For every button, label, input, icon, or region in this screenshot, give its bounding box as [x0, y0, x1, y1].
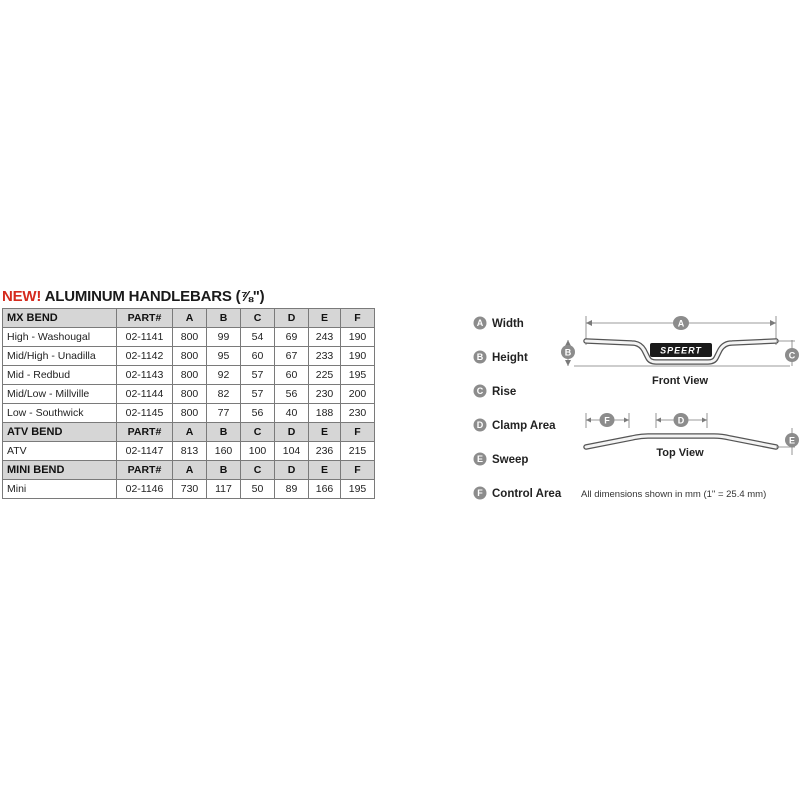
front-view-label: Front View	[651, 375, 709, 387]
dimension-e-letter: E	[788, 435, 796, 446]
part-number-cell: 02-1143	[117, 366, 173, 385]
section-heading: ATV BEND	[3, 423, 117, 442]
dimension-cell: 89	[275, 480, 309, 499]
column-header: E	[309, 423, 341, 442]
dimension-cell: 60	[241, 347, 275, 366]
part-number-cell: 02-1147	[117, 442, 173, 461]
bend-name-cell: Mid - Redbud	[3, 366, 117, 385]
part-number-cell: 02-1141	[117, 328, 173, 347]
column-header: C	[241, 423, 275, 442]
column-header: F	[341, 423, 375, 442]
table-body	[3, 309, 375, 499]
dimension-cell: 233	[309, 347, 341, 366]
part-number-cell: 02-1146	[117, 480, 173, 499]
dimension-cell: 92	[207, 366, 241, 385]
dimension-cell: 200	[341, 385, 375, 404]
dimension-cell: 800	[173, 366, 207, 385]
top-view-label: Top View	[656, 447, 704, 459]
dimension-cell: 95	[207, 347, 241, 366]
column-header: A	[173, 423, 207, 442]
table-row	[3, 480, 375, 499]
column-header: D	[275, 423, 309, 442]
table-row	[3, 347, 375, 366]
section-heading: MX BEND	[3, 309, 117, 328]
column-header: E	[309, 309, 341, 328]
column-header: B	[207, 309, 241, 328]
legend-letter: C	[476, 386, 484, 397]
legend-label: Sweep	[492, 454, 529, 466]
dimension-cell: 160	[207, 442, 241, 461]
table-row	[3, 328, 375, 347]
dimension-cell: 117	[207, 480, 241, 499]
dimension-cell: 50	[241, 480, 275, 499]
bend-name-cell: Mini	[3, 480, 117, 499]
dimension-cell: 56	[275, 385, 309, 404]
dimension-cell: 215	[341, 442, 375, 461]
dimension-cell: 230	[309, 385, 341, 404]
column-header: PART#	[117, 423, 173, 442]
column-header: C	[241, 309, 275, 328]
dimension-cell: 730	[173, 480, 207, 499]
dimension-d-letter: D	[677, 415, 685, 426]
legend-label: Height	[492, 352, 528, 364]
dimension-cell: 104	[275, 442, 309, 461]
top-view-handlebar	[586, 413, 799, 459]
new-label: NEW!	[2, 288, 42, 305]
part-number-cell: 02-1144	[117, 385, 173, 404]
bend-name-cell: Low - Southwick	[3, 404, 117, 423]
legend-letter: F	[477, 488, 483, 499]
table-row	[3, 366, 375, 385]
mini-bend-header-row	[3, 461, 375, 480]
column-header: D	[275, 309, 309, 328]
table-row	[3, 385, 375, 404]
column-header: F	[341, 461, 375, 480]
legend-letter: E	[476, 454, 484, 465]
mx-bend-header-row	[3, 309, 375, 328]
column-header: E	[309, 461, 341, 480]
dimension-cell: 190	[341, 347, 375, 366]
dimension-cell: 813	[173, 442, 207, 461]
handlebar-spec-table	[2, 308, 375, 499]
legend-label: Rise	[492, 386, 517, 398]
dimension-b-letter: B	[564, 347, 572, 358]
dimension-cell: 800	[173, 404, 207, 423]
legend-label: Control Area	[492, 488, 562, 500]
dimension-cell: 195	[341, 480, 375, 499]
dimension-cell: 54	[241, 328, 275, 347]
page-title	[2, 288, 264, 305]
dimension-cell: 60	[275, 366, 309, 385]
dimension-cell: 99	[207, 328, 241, 347]
bend-name-cell: High - Washougal	[3, 328, 117, 347]
dimension-cell: 195	[341, 366, 375, 385]
dimension-cell: 230	[341, 404, 375, 423]
dimension-c-letter: C	[788, 350, 796, 361]
legend-letter: B	[476, 352, 484, 363]
dimension-a-letter: A	[677, 318, 685, 329]
section-heading: MINI BEND	[3, 461, 117, 480]
dimension-cell: 225	[309, 366, 341, 385]
table-row	[3, 404, 375, 423]
dimension-cell: 800	[173, 328, 207, 347]
dimension-cell: 166	[309, 480, 341, 499]
column-header: B	[207, 461, 241, 480]
column-header: PART#	[117, 309, 173, 328]
bend-name-cell: ATV	[3, 442, 117, 461]
part-number-cell: 02-1142	[117, 347, 173, 366]
table-row	[3, 442, 375, 461]
bend-name-cell: Mid/Low - Millville	[3, 385, 117, 404]
dimension-f-letter: F	[604, 415, 610, 426]
units-note: All dimensions shown in mm (1" = 25.4 mm)	[581, 489, 767, 500]
dimension-cell: 56	[241, 404, 275, 423]
column-header: B	[207, 423, 241, 442]
column-header: PART#	[117, 461, 173, 480]
title-text: ALUMINUM HANDLEBARS (⅞")	[44, 288, 265, 305]
legend-label: Clamp Area	[492, 420, 556, 432]
dimension-cell: 40	[275, 404, 309, 423]
column-header: D	[275, 461, 309, 480]
dimension-cell: 188	[309, 404, 341, 423]
legend-letter: D	[476, 420, 484, 431]
column-header: F	[341, 309, 375, 328]
dimension-cell: 236	[309, 442, 341, 461]
dimension-cell: 190	[341, 328, 375, 347]
dimension-cell: 69	[275, 328, 309, 347]
legend-label: Width	[492, 318, 524, 330]
dimension-cell: 82	[207, 385, 241, 404]
bend-name-cell: Mid/High - Unadilla	[3, 347, 117, 366]
dimension-legend	[474, 317, 562, 501]
legend-letter: A	[476, 318, 484, 329]
atv-bend-header-row	[3, 423, 375, 442]
dimension-cell: 100	[241, 442, 275, 461]
dimension-cell: 67	[275, 347, 309, 366]
part-number-cell: 02-1145	[117, 404, 173, 423]
dimension-cell: 77	[207, 404, 241, 423]
brand-logo: SPEERT	[660, 345, 702, 356]
dimension-cell: 800	[173, 385, 207, 404]
dimension-cell: 243	[309, 328, 341, 347]
column-header: C	[241, 461, 275, 480]
column-header: A	[173, 309, 207, 328]
front-view-handlebar	[561, 316, 799, 387]
column-header: A	[173, 461, 207, 480]
dimension-cell: 57	[241, 366, 275, 385]
dimension-cell: 57	[241, 385, 275, 404]
dimension-cell: 800	[173, 347, 207, 366]
